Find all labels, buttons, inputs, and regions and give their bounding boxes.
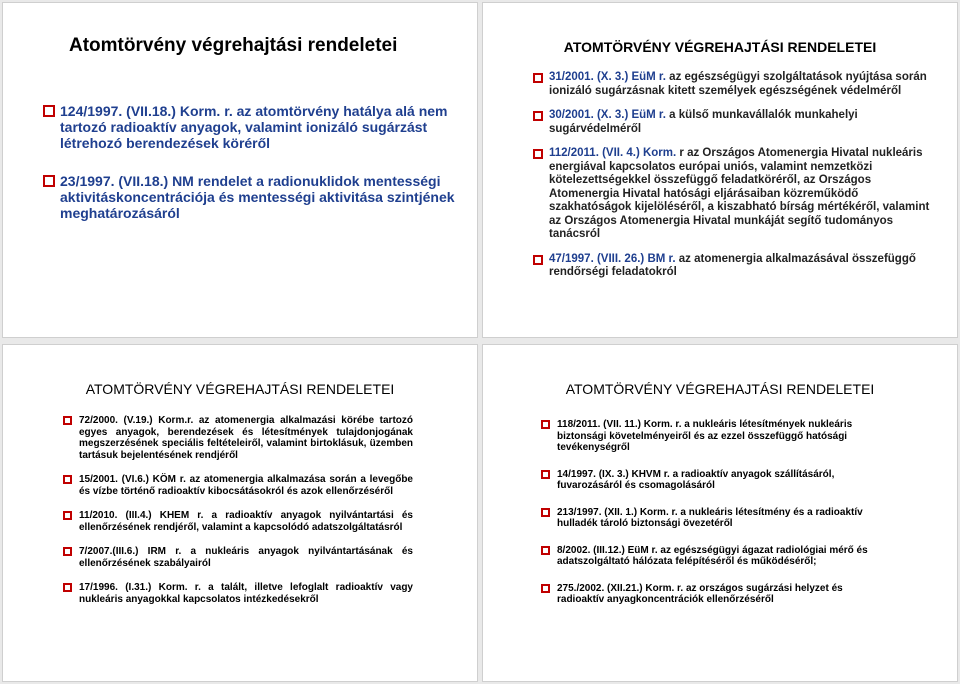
list-item: 213/1997. (XII. 1.) Korm. r. a nukleáris létesítmény és a radioaktív hulladék tároló biztonsági övezetéről [541, 507, 891, 530]
list-item [533, 253, 933, 280]
regulation-list [63, 415, 413, 618]
checkbox-bullet-icon [541, 470, 550, 479]
slide-title: ATOMTÖRVÉNY VÉGREHAJTÁSI RENDELETEI [563, 39, 877, 55]
regulation-list [43, 103, 463, 243]
slide-3 [2, 344, 478, 682]
list-item: 11/2010. (III.4.) KHEM r. a radioaktív anyagok nyilvántartási és ellenőrzésének rendjéről, valamint a kapcsolódó adatszolgáltatásról [63, 510, 413, 533]
slide-1 [2, 2, 478, 338]
checkbox-bullet-icon [541, 508, 550, 517]
checkbox-bullet-icon [533, 111, 543, 121]
checkbox-bullet-icon [63, 583, 72, 592]
regulation-list [541, 419, 891, 621]
slide-title: ATOMTÖRVÉNY VÉGREHAJTÁSI RENDELETEI [565, 381, 875, 397]
regulation-code: 47/1997. (VIII. 26.) BM r. [549, 252, 676, 265]
list-item: 8/2002. (III.12.) EüM r. az egészségügyi ágazat radiológiai mérő és adatszolgáltató hálózata felépítéséről és működéséről; [541, 545, 891, 568]
slide-title: ATOMTÖRVÉNY VÉGREHAJTÁSI RENDELETEI [85, 381, 395, 397]
regulation-title: az egészségügyi szolgáltatások nyújtása során ionizáló sugárzásnak kitett személyek egészségének védelméről [549, 71, 927, 97]
checkbox-bullet-icon [63, 475, 72, 484]
checkbox-bullet-icon [541, 546, 550, 555]
regulation-list [533, 71, 933, 291]
checkbox-bullet-icon [533, 255, 543, 265]
list-item [533, 71, 933, 98]
regulation-code: 30/2001. (X. 3.) EüM r. [549, 109, 666, 121]
list-item: 15/2001. (VI.6.) KÖM r. az atomenergia alkalmazása során a levegőbe és vízbe történő radioaktív kibocsátásokról és azok ellenőrzéséről [63, 474, 413, 497]
list-item: 118/2011. (VII. 11.) Korm. r. a nukleáris létesítmények nukleáris biztonsági követelményeiről és az ezzel összefüggő hatósági tevékenységről [541, 419, 891, 454]
list-item: 124/1997. (VII.18.) Korm. r. az atomtörvény hatálya alá nem tartozó radioaktív anyagok, valamint ionizáló sugárzást létrehozó berendezések köréről [43, 103, 463, 151]
list-item: 7/2007.(III.6.) IRM r. a nukleáris anyagok nyilvántartásának és ellenőrzésének szabályairól [63, 546, 413, 569]
slide-title: Atomtörvény végrehajtási rendeletei [69, 35, 398, 56]
list-item [533, 109, 933, 136]
list-item [533, 147, 933, 242]
checkbox-bullet-icon [541, 584, 550, 593]
checkbox-bullet-icon [63, 511, 72, 520]
regulation-code: 31/2001. (X. 3.) EüM r. [549, 71, 666, 83]
list-item: 275./2002. (XII.21.) Korm. r. az országos sugárzási helyzet és radioaktív anyagkoncentrációk ellenőrzéséről [541, 583, 891, 606]
checkbox-bullet-icon [533, 149, 543, 159]
regulation-title: a külső munkavállalók munkahelyi sugárvédelméről [549, 109, 858, 135]
list-item: 17/1996. (I.31.) Korm. r. a talált, illetve lefoglalt radioaktív vagy nukleáris anyagokkal kapcsolatos intézkedésekről [63, 582, 413, 605]
regulation-code: 112/2011. (VII. 4.) Korm. [549, 147, 677, 159]
checkbox-bullet-icon [541, 420, 550, 429]
list-item: 72/2000. (V.19.) Korm.r. az atomenergia alkalmazási körébe tartozó egyes anyagok, berendezések és létesítmények tulajdonjogának megszerzésének speciális feltételeiről, valamint birtoklásuk, üzemben tartásuk bejelentésének rendjéről [63, 415, 413, 461]
checkbox-bullet-icon [63, 547, 72, 556]
regulation-title: r az Országos Atomenergia Hivatal nukleáris energiával kapcsolatos európai uniós, valamint nemzetközi kötelezettségekkel összefüggő feladatköréről, az Országos Atomenergia Hivatal hatósági eljárásaiban közreműködő szakhatóságok kijelöléséről, a kiszabható bírság mértékéről, valamint az Országos Atomenergia Hivatal munkáját segítő tudományos tanácsról [549, 147, 930, 240]
list-item: 23/1997. (VII.18.) NM rendelet a radionuklidok mentességi aktivitáskoncentrációja és mentességi aktivitása szintjének meghatározásáról [43, 173, 463, 221]
slide-4 [482, 344, 958, 682]
checkbox-bullet-icon [43, 105, 55, 117]
checkbox-bullet-icon [63, 416, 72, 425]
checkbox-bullet-icon [533, 73, 543, 83]
list-item: 14/1997. (IX. 3.) KHVM r. a radioaktív anyagok szállításáról, fuvarozásáról és csomagolásáról [541, 469, 891, 492]
checkbox-bullet-icon [43, 175, 55, 187]
regulation-title: az atomenergia alkalmazásával összefüggő rendőrségi feladatokról [549, 252, 916, 278]
slide-2 [482, 2, 958, 338]
